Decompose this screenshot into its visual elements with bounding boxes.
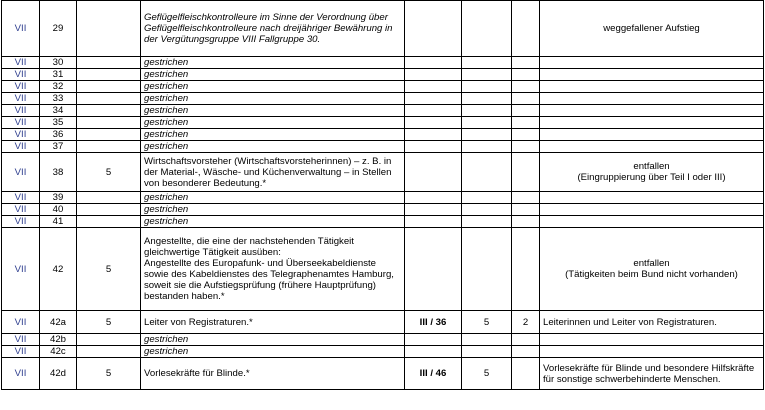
fallgruppe-cell: 34 xyxy=(40,105,77,117)
entgeltgruppe-cell xyxy=(405,334,462,346)
stufe-zeit-cell xyxy=(512,105,540,117)
stufe-zeit-cell xyxy=(512,216,540,228)
bemerkung-cell xyxy=(540,117,764,129)
stufe-zeit-cell xyxy=(512,192,540,204)
stufe-zeit-cell xyxy=(512,228,540,311)
table-row xyxy=(2,334,764,346)
bewaehrungszeit-cell xyxy=(77,334,141,346)
verguetungsgruppe-cell: VII xyxy=(2,216,40,228)
verguetungsgruppe-cell: VII xyxy=(2,1,40,57)
bemerkung-cell: entfallen (Eingruppierung über Teil I oder III) xyxy=(540,153,764,192)
taetigkeitsmerkmal-cell: gestrichen xyxy=(141,69,405,81)
stufe-cell: 5 xyxy=(462,311,512,334)
stufe-zeit-cell xyxy=(512,1,540,57)
stufe-zeit-cell xyxy=(512,117,540,129)
taetigkeitsmerkmal-cell: gestrichen xyxy=(141,204,405,216)
fallgruppe-cell: 42b xyxy=(40,334,77,346)
bewaehrungszeit-cell: 5 xyxy=(77,228,141,311)
stufe-cell xyxy=(462,69,512,81)
stufe-cell xyxy=(462,346,512,358)
stufe-cell xyxy=(462,192,512,204)
fallgruppe-cell: 42c xyxy=(40,346,77,358)
table-row xyxy=(2,105,764,117)
fallgruppe-cell: 35 xyxy=(40,117,77,129)
verguetungsgruppe-cell: VII xyxy=(2,57,40,69)
bemerkung-cell xyxy=(540,141,764,153)
stufe-cell xyxy=(462,204,512,216)
fallgruppe-cell: 42d xyxy=(40,358,77,390)
stufe-zeit-cell xyxy=(512,69,540,81)
entgeltgruppe-cell: III / 46 xyxy=(405,358,462,390)
entgeltgruppe-cell xyxy=(405,93,462,105)
table-body xyxy=(2,1,764,390)
bemerkung-cell xyxy=(540,129,764,141)
table-row xyxy=(2,311,764,334)
verguetungsgruppe-cell: VII xyxy=(2,311,40,334)
table-row xyxy=(2,93,764,105)
bemerkung-cell: Leiterinnen und Leiter von Registraturen. xyxy=(540,311,764,334)
table-row xyxy=(2,129,764,141)
verguetungsgruppe-cell: VII xyxy=(2,228,40,311)
bewaehrungszeit-cell xyxy=(77,93,141,105)
table-row xyxy=(2,81,764,93)
stufe-zeit-cell xyxy=(512,93,540,105)
bemerkung-cell xyxy=(540,192,764,204)
bewaehrungszeit-cell xyxy=(77,117,141,129)
bemerkung-cell xyxy=(540,81,764,93)
bewaehrungszeit-cell xyxy=(77,69,141,81)
stufe-zeit-cell xyxy=(512,141,540,153)
bewaehrungszeit-cell xyxy=(77,57,141,69)
stufe-cell xyxy=(462,129,512,141)
entgeltgruppe-cell xyxy=(405,69,462,81)
stufe-zeit-cell xyxy=(512,129,540,141)
bemerkung-cell xyxy=(540,216,764,228)
table-row xyxy=(2,358,764,390)
entgeltgruppe-cell: III / 36 xyxy=(405,311,462,334)
bewaehrungszeit-cell xyxy=(77,346,141,358)
table-row xyxy=(2,228,764,311)
stufe-zeit-cell: 2 xyxy=(512,311,540,334)
taetigkeitsmerkmal-cell: Wirtschaftsvorsteher (Wirtschaftsvorsteherinnen) – z. B. in der Material-, Wäsche- und Küchenverwaltung – in Stellen von besonderer Bedeutung.* xyxy=(141,153,405,192)
bewaehrungszeit-cell xyxy=(77,105,141,117)
taetigkeitsmerkmal-cell: Leiter von Registraturen.* xyxy=(141,311,405,334)
fallgruppe-cell: 32 xyxy=(40,81,77,93)
stufe-cell xyxy=(462,1,512,57)
stufe-cell xyxy=(462,216,512,228)
fallgruppe-cell: 38 xyxy=(40,153,77,192)
bewaehrungszeit-cell xyxy=(77,192,141,204)
bewaehrungszeit-cell: 5 xyxy=(77,153,141,192)
entgeltgruppe-cell xyxy=(405,192,462,204)
verguetungsgruppe-cell: VII xyxy=(2,204,40,216)
entgeltgruppe-cell xyxy=(405,228,462,311)
table-row xyxy=(2,346,764,358)
entgeltgruppe-cell xyxy=(405,81,462,93)
table-row xyxy=(2,57,764,69)
fallgruppe-cell: 42a xyxy=(40,311,77,334)
entgeltgruppe-cell xyxy=(405,1,462,57)
fallgruppe-cell: 36 xyxy=(40,129,77,141)
stufe-cell: 5 xyxy=(462,358,512,390)
bewaehrungszeit-cell xyxy=(77,216,141,228)
entgeltgruppe-cell xyxy=(405,346,462,358)
stufe-zeit-cell xyxy=(512,204,540,216)
table-row xyxy=(2,216,764,228)
taetigkeitsmerkmal-cell: gestrichen xyxy=(141,346,405,358)
bemerkung-cell xyxy=(540,346,764,358)
fallgruppe-cell: 33 xyxy=(40,93,77,105)
stufe-cell xyxy=(462,141,512,153)
bemerkung-cell xyxy=(540,204,764,216)
entgeltgruppe-cell xyxy=(405,129,462,141)
taetigkeitsmerkmal-cell: Angestellte, die eine der nachstehenden Tätigkeit gleichwertige Tätigkeit ausüben: Angestellte des Europafunk- und Überseekabeldienste sowie des Kabeldienstes des Telegraphenamtes Hamburg, soweit sie die Aufstiegsprüfung (frühere Hauptprüfung) bestanden haben.* xyxy=(141,228,405,311)
stufe-cell xyxy=(462,334,512,346)
bewaehrungszeit-cell xyxy=(77,141,141,153)
bemerkung-cell xyxy=(540,57,764,69)
table-row xyxy=(2,69,764,81)
entgeltgruppe-cell xyxy=(405,204,462,216)
stufe-cell xyxy=(462,117,512,129)
stufe-cell xyxy=(462,153,512,192)
taetigkeitsmerkmal-cell: gestrichen xyxy=(141,81,405,93)
bemerkung-cell: Vorlesekräfte für Blinde und besondere Hilfskräfte für sonstige schwerbehinderte Menschen. xyxy=(540,358,764,390)
entgeltgruppe-cell xyxy=(405,141,462,153)
verguetungsgruppe-cell: VII xyxy=(2,334,40,346)
fallgruppe-cell: 37 xyxy=(40,141,77,153)
bemerkung-cell xyxy=(540,334,764,346)
stufe-zeit-cell xyxy=(512,334,540,346)
verguetungsgruppe-cell: VII xyxy=(2,153,40,192)
taetigkeitsmerkmal-cell: gestrichen xyxy=(141,105,405,117)
verguetungsgruppe-cell: VII xyxy=(2,69,40,81)
taetigkeitsmerkmal-cell: Vorlesekräfte für Blinde.* xyxy=(141,358,405,390)
verguetungsgruppe-cell: VII xyxy=(2,117,40,129)
taetigkeitsmerkmal-cell: gestrichen xyxy=(141,129,405,141)
stufe-zeit-cell xyxy=(512,358,540,390)
table-row xyxy=(2,204,764,216)
stufe-zeit-cell xyxy=(512,346,540,358)
verguetungsgruppe-cell: VII xyxy=(2,192,40,204)
stufe-cell xyxy=(462,228,512,311)
taetigkeitsmerkmal-cell: Geflügelfleischkontrolleure im Sinne der Verordnung über Geflügelfleischkontrolleure nach dreijähriger Bewährung in der Vergütungsgruppe VIII Fallgruppe 30. xyxy=(141,1,405,57)
fallgruppe-cell: 42 xyxy=(40,228,77,311)
entgeltgruppe-cell xyxy=(405,117,462,129)
stufe-cell xyxy=(462,93,512,105)
bemerkung-cell xyxy=(540,93,764,105)
fallgruppe-cell: 30 xyxy=(40,57,77,69)
entgeltgruppe-cell xyxy=(405,105,462,117)
bewaehrungszeit-cell xyxy=(77,1,141,57)
stufe-cell xyxy=(462,105,512,117)
verguetungsgruppe-cell: VII xyxy=(2,105,40,117)
verguetungsgruppe-cell: VII xyxy=(2,81,40,93)
table-row xyxy=(2,153,764,192)
bemerkung-cell: entfallen (Tätigkeiten beim Bund nicht vorhanden) xyxy=(540,228,764,311)
table-row xyxy=(2,117,764,129)
bemerkung-cell xyxy=(540,105,764,117)
table-row xyxy=(2,141,764,153)
bewaehrungszeit-cell: 5 xyxy=(77,311,141,334)
fallgruppe-cell: 29 xyxy=(40,1,77,57)
verguetungsgruppe-cell: VII xyxy=(2,346,40,358)
classification-table xyxy=(1,0,764,390)
entgeltgruppe-cell xyxy=(405,153,462,192)
bewaehrungszeit-cell xyxy=(77,129,141,141)
entgeltgruppe-cell xyxy=(405,216,462,228)
stufe-zeit-cell xyxy=(512,81,540,93)
fallgruppe-cell: 41 xyxy=(40,216,77,228)
verguetungsgruppe-cell: VII xyxy=(2,141,40,153)
taetigkeitsmerkmal-cell: gestrichen xyxy=(141,141,405,153)
taetigkeitsmerkmal-cell: gestrichen xyxy=(141,192,405,204)
bewaehrungszeit-cell xyxy=(77,81,141,93)
bewaehrungszeit-cell: 5 xyxy=(77,358,141,390)
table-row xyxy=(2,1,764,57)
verguetungsgruppe-cell: VII xyxy=(2,93,40,105)
stufe-zeit-cell xyxy=(512,57,540,69)
taetigkeitsmerkmal-cell: gestrichen xyxy=(141,93,405,105)
verguetungsgruppe-cell: VII xyxy=(2,129,40,141)
taetigkeitsmerkmal-cell: gestrichen xyxy=(141,216,405,228)
taetigkeitsmerkmal-cell: gestrichen xyxy=(141,117,405,129)
stufe-zeit-cell xyxy=(512,153,540,192)
table-row xyxy=(2,192,764,204)
taetigkeitsmerkmal-cell: gestrichen xyxy=(141,334,405,346)
fallgruppe-cell: 31 xyxy=(40,69,77,81)
stufe-cell xyxy=(462,81,512,93)
bemerkung-cell: weggefallener Aufstieg xyxy=(540,1,764,57)
entgeltgruppe-cell xyxy=(405,57,462,69)
taetigkeitsmerkmal-cell: gestrichen xyxy=(141,57,405,69)
fallgruppe-cell: 39 xyxy=(40,192,77,204)
bemerkung-cell xyxy=(540,69,764,81)
verguetungsgruppe-cell: VII xyxy=(2,358,40,390)
stufe-cell xyxy=(462,57,512,69)
fallgruppe-cell: 40 xyxy=(40,204,77,216)
bewaehrungszeit-cell xyxy=(77,204,141,216)
